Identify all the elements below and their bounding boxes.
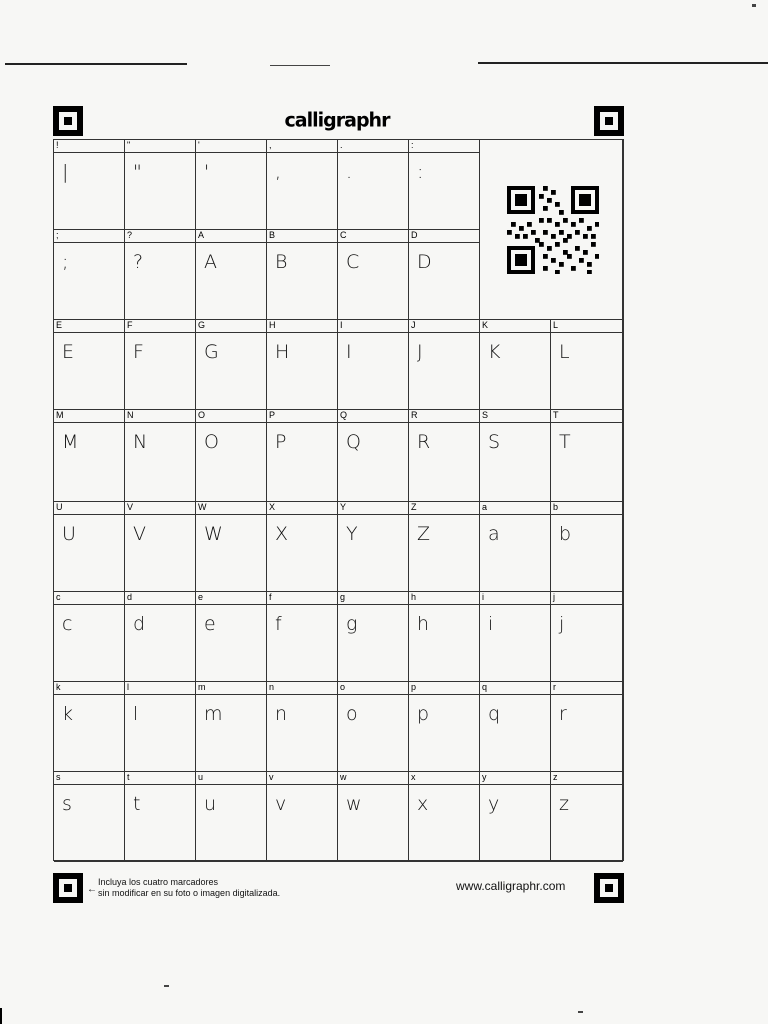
- handwritten-glyph: m: [204, 703, 223, 725]
- handwritten-glyph: H: [275, 341, 290, 363]
- label-divider: [338, 514, 408, 515]
- handwritten-glyph: N: [133, 431, 148, 453]
- cell-label: ,: [269, 140, 272, 150]
- website-link[interactable]: www.calligraphr.com: [456, 879, 566, 893]
- alignment-marker-bottom-right: [594, 873, 624, 903]
- cell-label: H: [269, 320, 276, 330]
- cell-label: P: [269, 410, 276, 420]
- glyph-cell: [480, 410, 551, 502]
- glyph-cell: [196, 320, 267, 410]
- cell-label: L: [553, 320, 559, 330]
- glyph-cell: [338, 320, 409, 410]
- cell-label: n: [269, 682, 275, 692]
- glyph-cell: [125, 410, 196, 502]
- label-divider: [196, 514, 266, 515]
- label-divider: [267, 422, 337, 423]
- handwritten-glyph: E: [62, 341, 75, 363]
- glyph-cell: [267, 592, 338, 682]
- glyph-cell: [196, 682, 267, 772]
- handwritten-glyph: f: [275, 613, 282, 635]
- label-divider: [125, 694, 195, 695]
- label-divider: [480, 604, 550, 605]
- label-divider: [125, 784, 195, 785]
- handwritten-glyph: l: [133, 703, 139, 725]
- glyph-cell: [338, 410, 409, 502]
- cell-label: q: [482, 682, 488, 692]
- glyph-cell: [480, 772, 551, 862]
- label-divider: [267, 604, 337, 605]
- cell-label: f: [269, 592, 272, 602]
- label-divider: [125, 242, 195, 243]
- handwritten-glyph: F: [133, 341, 144, 363]
- cell-label: z: [553, 772, 558, 782]
- handwritten-glyph: p: [417, 703, 430, 725]
- handwritten-glyph: j: [559, 613, 565, 635]
- handwritten-glyph: K: [488, 341, 501, 363]
- glyph-cell: [196, 772, 267, 862]
- glyph-cell: [125, 682, 196, 772]
- handwritten-glyph: ,: [275, 161, 282, 183]
- cell-label: R: [411, 410, 418, 420]
- handwritten-glyph: Z: [417, 523, 431, 545]
- glyph-cell: [551, 682, 623, 772]
- handwritten-glyph: o: [346, 703, 358, 725]
- label-divider: [551, 694, 622, 695]
- handwritten-glyph: U: [62, 523, 76, 545]
- calligraphr-logo: calligraphr: [284, 108, 390, 132]
- glyph-cell: [267, 320, 338, 410]
- handwritten-glyph: ;: [62, 251, 69, 273]
- glyph-cell: [338, 502, 409, 592]
- glyph-cell: [125, 230, 196, 320]
- cell-label: w: [340, 772, 347, 782]
- cell-label: Q: [340, 410, 348, 420]
- cell-label: g: [340, 592, 346, 602]
- glyph-cell: [54, 772, 125, 862]
- handwritten-glyph: |: [62, 161, 69, 183]
- label-divider: [267, 694, 337, 695]
- handwritten-glyph: G: [204, 341, 219, 363]
- label-divider: [338, 242, 408, 243]
- handwritten-glyph: u: [204, 793, 217, 815]
- handwritten-glyph: t: [133, 793, 141, 815]
- cell-label: E: [56, 320, 63, 330]
- cell-label: !: [56, 140, 59, 150]
- cell-label: J: [411, 320, 416, 330]
- label-divider: [480, 332, 550, 333]
- cell-label: m: [198, 682, 206, 692]
- glyph-cell: [409, 592, 480, 682]
- label-divider: [409, 242, 479, 243]
- label-divider: [125, 604, 195, 605]
- label-divider: [551, 784, 622, 785]
- scan-speck: [578, 1011, 583, 1013]
- cell-label: y: [482, 772, 487, 782]
- handwritten-glyph: M: [62, 431, 79, 453]
- label-divider: [551, 332, 622, 333]
- glyph-cell: [338, 140, 409, 230]
- handwritten-glyph: Y: [346, 523, 358, 545]
- handwritten-glyph: S: [488, 431, 501, 453]
- alignment-marker-top-right: [594, 106, 624, 136]
- label-divider: [409, 514, 479, 515]
- cell-label: C: [340, 230, 347, 240]
- label-divider: [54, 514, 124, 515]
- cell-label: K: [482, 320, 489, 330]
- label-divider: [551, 604, 622, 605]
- label-divider: [54, 242, 124, 243]
- glyph-cell: [338, 682, 409, 772]
- cell-label: V: [127, 502, 134, 512]
- handwritten-glyph: ?: [133, 251, 144, 273]
- glyph-cell: [338, 230, 409, 320]
- label-divider: [338, 604, 408, 605]
- handwritten-glyph: P: [275, 431, 287, 453]
- glyph-cell: [125, 320, 196, 410]
- handwritten-glyph: r: [559, 703, 567, 725]
- cell-label: ;: [56, 230, 59, 240]
- glyph-cell: [54, 410, 125, 502]
- glyph-cell: [125, 772, 196, 862]
- label-divider: [551, 422, 622, 423]
- cell-label: e: [198, 592, 204, 602]
- glyph-cell: [480, 592, 551, 682]
- label-divider: [54, 332, 124, 333]
- label-divider: [409, 332, 479, 333]
- label-divider: [54, 422, 124, 423]
- cell-label: j: [553, 592, 555, 602]
- glyph-cell: [125, 502, 196, 592]
- scan-speck: [752, 4, 756, 7]
- handwritten-glyph: B: [275, 251, 288, 273]
- glyph-cell: [54, 682, 125, 772]
- label-divider: [54, 694, 124, 695]
- glyph-cell: [267, 230, 338, 320]
- label-divider: [196, 422, 266, 423]
- handwritten-glyph: .: [346, 161, 353, 183]
- handwritten-glyph: W: [204, 523, 223, 545]
- scan-speck: [164, 985, 169, 987]
- label-divider: [267, 242, 337, 243]
- handwritten-glyph: w: [346, 793, 362, 815]
- label-divider: [480, 784, 550, 785]
- handwritten-glyph: L: [559, 341, 570, 363]
- label-divider: [338, 784, 408, 785]
- glyph-cell: [551, 772, 623, 862]
- scan-speck: [0, 1008, 2, 1024]
- handwritten-glyph: n: [275, 703, 288, 725]
- label-divider: [338, 694, 408, 695]
- cell-label: M: [56, 410, 64, 420]
- cell-label: k: [56, 682, 61, 692]
- cell-label: x: [411, 772, 416, 782]
- handwritten-glyph: D: [417, 251, 432, 273]
- cell-label: ?: [127, 230, 133, 240]
- label-divider: [551, 514, 622, 515]
- label-divider: [196, 604, 266, 605]
- handwritten-glyph: v: [275, 793, 287, 815]
- cell-label: ': [198, 140, 200, 150]
- glyph-cell: [409, 772, 480, 862]
- glyph-cell: [196, 592, 267, 682]
- glyph-cell: [196, 140, 267, 230]
- handwritten-glyph: C: [346, 251, 360, 273]
- glyph-cell: [54, 320, 125, 410]
- label-divider: [54, 784, 124, 785]
- cell-label: Y: [340, 502, 347, 512]
- cell-label: r: [553, 682, 556, 692]
- glyph-cell: [267, 410, 338, 502]
- cell-label: l: [127, 682, 129, 692]
- cell-label: i: [482, 592, 484, 602]
- glyph-cell: [54, 502, 125, 592]
- cell-label: ": [127, 140, 131, 150]
- glyph-cell: [196, 230, 267, 320]
- glyph-cell: [551, 592, 623, 682]
- scan-line-left: [5, 63, 187, 65]
- glyph-cell: [338, 772, 409, 862]
- scan-speck: [270, 65, 330, 66]
- handwritten-glyph: z: [559, 793, 569, 815]
- cell-label: d: [127, 592, 133, 602]
- label-divider: [125, 152, 195, 153]
- handwritten-glyph: I: [346, 341, 352, 363]
- cell-label: T: [553, 410, 559, 420]
- cell-label: Z: [411, 502, 417, 512]
- cell-label: O: [198, 410, 206, 420]
- handwritten-glyph: A: [204, 251, 217, 273]
- label-divider: [480, 422, 550, 423]
- label-divider: [338, 332, 408, 333]
- glyph-cell: [480, 502, 551, 592]
- glyph-cell: [551, 410, 623, 502]
- cell-label: G: [198, 320, 206, 330]
- label-divider: [338, 152, 408, 153]
- cell-label: W: [198, 502, 207, 512]
- alignment-marker-bottom-left: [53, 873, 83, 903]
- handwritten-glyph: x: [417, 793, 429, 815]
- glyph-cell: [409, 410, 480, 502]
- alignment-marker-top-left: [53, 106, 83, 136]
- glyph-cell: [409, 230, 480, 320]
- label-divider: [480, 694, 550, 695]
- handwritten-glyph: e: [204, 613, 216, 635]
- qr-code: [507, 186, 599, 274]
- glyph-cell: [551, 320, 623, 410]
- label-divider: [125, 332, 195, 333]
- handwritten-glyph: T: [559, 431, 571, 453]
- handwritten-glyph: b: [559, 523, 572, 545]
- cell-label: p: [411, 682, 417, 692]
- handwritten-glyph: q: [488, 703, 501, 725]
- glyph-cell: [480, 320, 551, 410]
- cell-label: u: [198, 772, 204, 782]
- cell-label: t: [127, 772, 130, 782]
- cell-label: h: [411, 592, 417, 602]
- cell-label: b: [553, 502, 559, 512]
- label-divider: [196, 694, 266, 695]
- handwritten-glyph: J: [417, 341, 423, 363]
- cell-label: I: [340, 320, 343, 330]
- handwritten-glyph: y: [488, 793, 500, 815]
- label-divider: [196, 784, 266, 785]
- marker-instruction: [98, 877, 280, 899]
- handwritten-glyph: h: [417, 613, 430, 635]
- cell-label: S: [482, 410, 489, 420]
- handwritten-glyph: Q: [346, 431, 361, 453]
- label-divider: [409, 152, 479, 153]
- cell-label: o: [340, 682, 346, 692]
- label-divider: [125, 422, 195, 423]
- handwritten-glyph: i: [488, 613, 494, 635]
- handwritten-glyph: g: [346, 613, 358, 635]
- glyph-cell: [480, 682, 551, 772]
- glyph-cell: [54, 140, 125, 230]
- handwritten-glyph: O: [204, 431, 219, 453]
- cell-label: B: [269, 230, 276, 240]
- glyph-cell: [267, 140, 338, 230]
- glyph-cell: [409, 502, 480, 592]
- glyph-cell: [267, 772, 338, 862]
- glyph-cell: [409, 140, 480, 230]
- cell-label: F: [127, 320, 133, 330]
- handwritten-glyph: c: [62, 613, 73, 635]
- cell-label: U: [56, 502, 63, 512]
- cell-label: X: [269, 502, 276, 512]
- label-divider: [125, 514, 195, 515]
- cell-label: v: [269, 772, 274, 782]
- handwritten-glyph: s: [62, 793, 72, 815]
- label-divider: [54, 152, 124, 153]
- cell-label: A: [198, 230, 205, 240]
- instruction-line-1: Incluya los cuatro marcadores: [98, 877, 219, 887]
- glyph-cell: [338, 592, 409, 682]
- handwritten-glyph: ': [204, 161, 210, 183]
- label-divider: [196, 152, 266, 153]
- glyph-cell: [196, 502, 267, 592]
- label-divider: [196, 332, 266, 333]
- cell-label: D: [411, 230, 418, 240]
- label-divider: [480, 514, 550, 515]
- handwritten-glyph: k: [62, 703, 74, 725]
- glyph-cell: [196, 410, 267, 502]
- label-divider: [267, 152, 337, 153]
- handwritten-glyph: R: [417, 431, 431, 453]
- label-divider: [54, 604, 124, 605]
- cell-label: .: [340, 140, 343, 150]
- label-divider: [267, 514, 337, 515]
- cell-label: :: [411, 140, 414, 150]
- label-divider: [409, 694, 479, 695]
- glyph-cell: [125, 592, 196, 682]
- glyph-cell: [267, 502, 338, 592]
- glyph-cell: [267, 682, 338, 772]
- glyph-cell: [409, 682, 480, 772]
- glyph-cell: [54, 230, 125, 320]
- glyph-cell: [125, 140, 196, 230]
- label-divider: [267, 784, 337, 785]
- handwritten-glyph: a: [488, 523, 500, 545]
- glyph-cell: [409, 320, 480, 410]
- cell-label: a: [482, 502, 488, 512]
- handwritten-glyph: ": [133, 161, 142, 183]
- scan-line-right: [478, 62, 768, 64]
- label-divider: [267, 332, 337, 333]
- instruction-line-2: sin modificar en su foto o imagen digitalizada.: [98, 888, 281, 898]
- label-divider: [409, 422, 479, 423]
- label-divider: [338, 422, 408, 423]
- label-divider: [409, 604, 479, 605]
- glyph-cell: [54, 592, 125, 682]
- handwritten-glyph: :: [417, 161, 424, 183]
- cell-label: c: [56, 592, 61, 602]
- arrow-left-icon: ←: [87, 884, 97, 895]
- label-divider: [409, 784, 479, 785]
- label-divider: [196, 242, 266, 243]
- cell-label: s: [56, 772, 61, 782]
- handwritten-glyph: d: [133, 613, 146, 635]
- handwritten-glyph: X: [275, 523, 289, 545]
- handwritten-glyph: V: [133, 523, 146, 545]
- cell-label: N: [127, 410, 134, 420]
- glyph-cell: [551, 502, 623, 592]
